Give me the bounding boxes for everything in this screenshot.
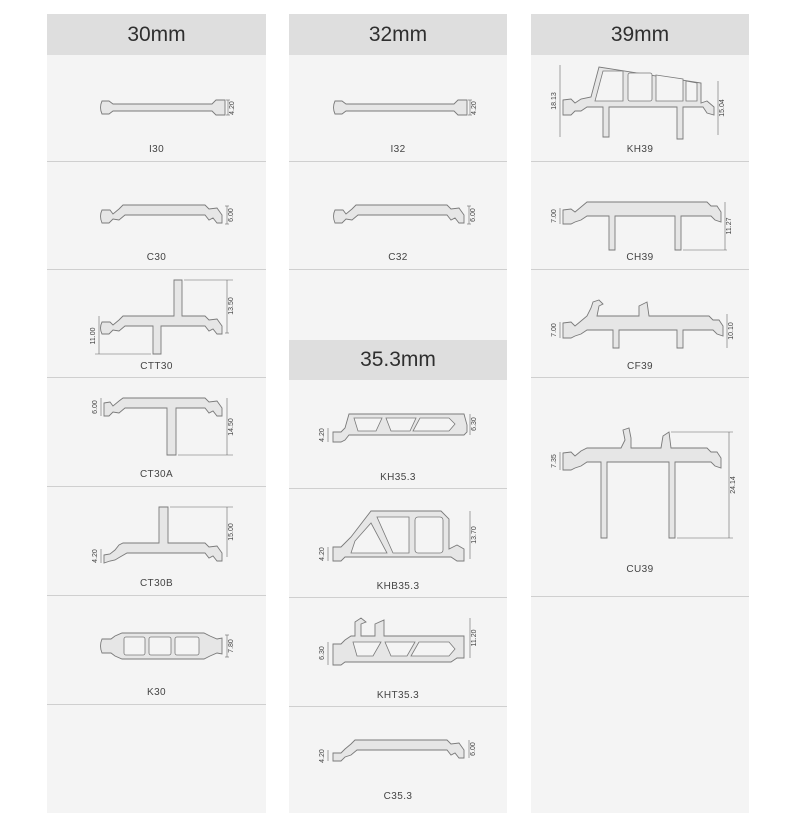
column-39mm xyxy=(531,14,749,813)
column-30mm xyxy=(47,14,266,813)
dimension-label: 4.20 xyxy=(319,428,326,442)
profile-name: CU39 xyxy=(626,564,654,575)
dimension-label: 4.20 xyxy=(319,547,326,561)
empty-cell xyxy=(289,270,507,340)
profile-name: C35.3 xyxy=(383,791,413,802)
dimension-label: 6.00 xyxy=(470,742,477,756)
profile-cell-ch39 xyxy=(531,162,749,270)
column-32mm xyxy=(289,14,507,813)
dimension-label: 4.20 xyxy=(229,101,236,115)
profile-cell-i30 xyxy=(47,55,266,162)
profile-cell-khb35-3 xyxy=(289,489,507,598)
dimension-label: 18.13 xyxy=(551,92,558,110)
dimension-label: 6.00 xyxy=(92,400,99,414)
profile-name: C32 xyxy=(388,252,408,263)
profile-name: KH39 xyxy=(626,144,654,155)
profile-name: CT30B xyxy=(139,578,174,589)
dimension-label: 7.35 xyxy=(551,454,558,468)
profile-name: I32 xyxy=(390,144,406,155)
column-header: 39mm xyxy=(531,14,749,55)
dimension-label: 11.00 xyxy=(90,327,97,345)
profile-cell-ctt30 xyxy=(47,270,266,378)
profile-name: C30 xyxy=(146,252,167,263)
profile-cell-c32 xyxy=(289,162,507,270)
profile-cell-ct30b xyxy=(47,487,266,596)
profile-name: CTT30 xyxy=(140,361,173,372)
profile-cell-kht35-3 xyxy=(289,598,507,707)
dimension-label: 7.80 xyxy=(228,639,235,653)
profile-cell-ct30a xyxy=(47,378,266,487)
dimension-label: 6.00 xyxy=(470,208,477,222)
dimension-label: 15.04 xyxy=(719,99,726,117)
profile-cell-cu39 xyxy=(531,378,749,597)
profile-name: KHT35.3 xyxy=(376,690,420,701)
profile-cell-kh39 xyxy=(531,55,749,162)
profile-cell-i32 xyxy=(289,55,507,162)
dimension-label: 11.27 xyxy=(726,217,733,235)
profile-name: CT30A xyxy=(139,469,174,480)
dimension-label: 24.14 xyxy=(730,476,737,494)
column-header: 32mm xyxy=(289,14,507,55)
dimension-label: 6.30 xyxy=(471,417,478,431)
profile-cell-k30 xyxy=(47,596,266,705)
profile-cell-cf39 xyxy=(531,270,749,378)
dimension-label: 4.20 xyxy=(471,101,478,115)
profile-cell-kh35-3 xyxy=(289,380,507,489)
dimension-label: 10.10 xyxy=(728,322,735,340)
dimension-label: 4.20 xyxy=(319,749,326,763)
dimension-label: 14.50 xyxy=(228,418,235,436)
dimension-label: 6.00 xyxy=(228,208,235,222)
column-header: 30mm xyxy=(47,14,266,55)
dimension-label: 4.20 xyxy=(92,549,99,563)
profile-name: K30 xyxy=(147,687,166,698)
dimension-label: 7.00 xyxy=(551,323,558,337)
profile-cell-c30 xyxy=(47,162,266,270)
dimension-label: 6.30 xyxy=(319,646,326,660)
profile-name: KHB35.3 xyxy=(376,581,420,592)
profile-name: KH35.3 xyxy=(380,472,416,483)
dimension-label: 11.20 xyxy=(471,629,478,647)
dimension-label: 15.00 xyxy=(228,523,235,541)
profile-name: CF39 xyxy=(626,361,654,372)
profile-cell-c35-3 xyxy=(289,707,507,813)
dimension-label: 7.00 xyxy=(551,209,558,223)
profile-name: CH39 xyxy=(626,252,654,263)
dimension-label: 13.50 xyxy=(228,297,235,315)
dimension-label: 13.70 xyxy=(471,526,478,544)
profile-name: I30 xyxy=(148,144,165,155)
column-header: 35.3mm xyxy=(289,340,507,380)
